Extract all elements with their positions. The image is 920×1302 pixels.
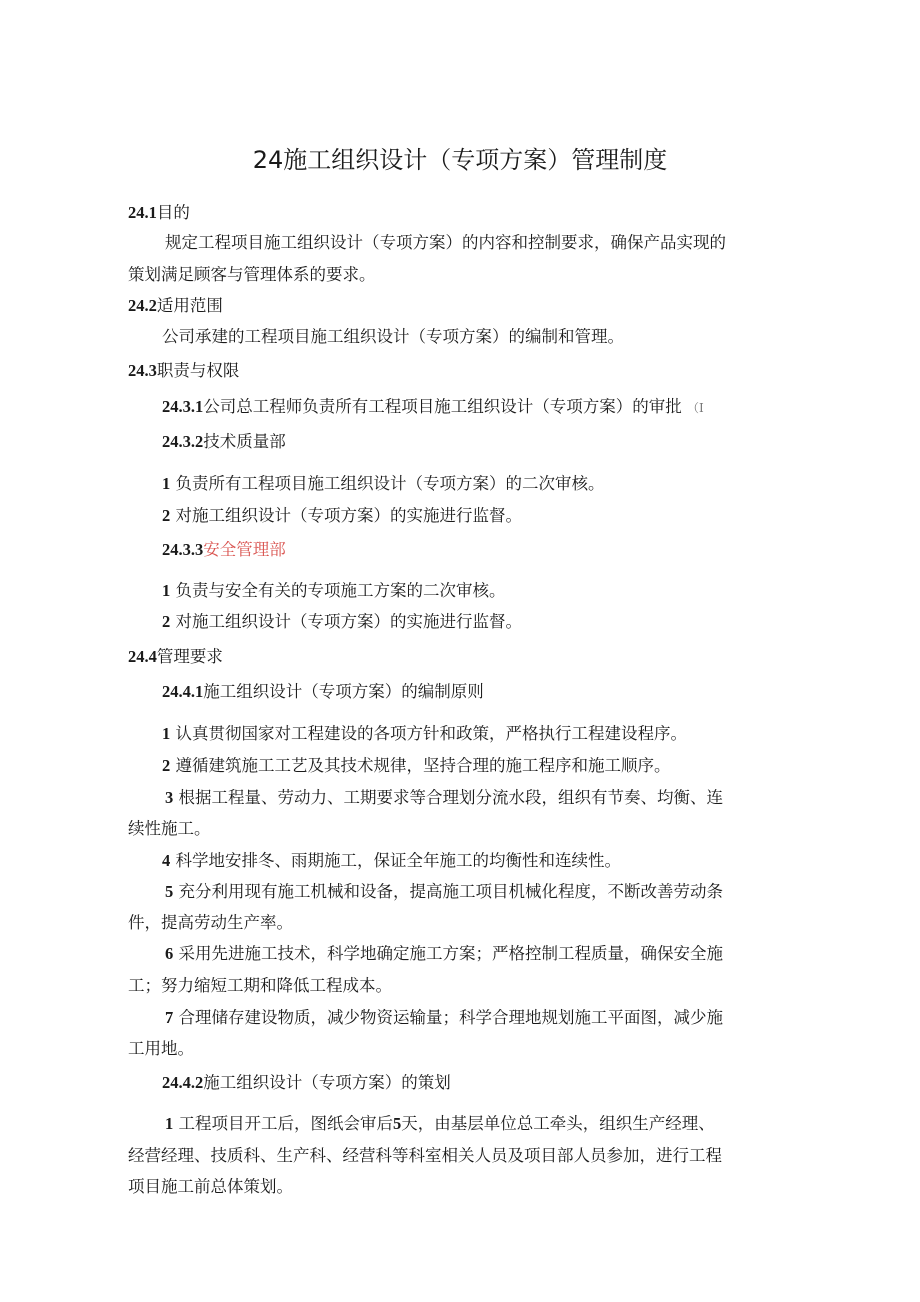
list-item [162, 581, 506, 601]
list-item [162, 612, 522, 632]
subsection-24-4-1 [162, 682, 484, 702]
list-item [162, 506, 522, 526]
subsection-24-4-2 [162, 1073, 451, 1093]
paragraph-line: 工用地。 [128, 1039, 194, 1058]
list-item [165, 944, 723, 964]
paragraph-line: 经营经理、技质科、生产科、经营科等科室相关人员及项目部人员参加，进行工程 [128, 1146, 722, 1165]
section-number: 24.2 [128, 296, 157, 315]
item-text: 充分利用现有施工机械和设备，提高施工项目机械化程度，不断改善劳动条 [178, 882, 723, 901]
subsection-title: 安全管理部 [203, 540, 286, 559]
section-title: 职责与权限 [156, 361, 240, 380]
item-number: 3 [165, 788, 174, 807]
item-number: 5 [165, 882, 174, 901]
paragraph-line: 续性施工。 [128, 819, 211, 838]
subsection-number: 24.4.1 [162, 682, 204, 701]
item-text: 天，由基层单位总工牵头，组织生产经理、 [401, 1114, 715, 1133]
item-text: 对施工组织设计（专项方案）的实施进行监督。 [175, 612, 522, 631]
section-24-1-heading [128, 203, 190, 223]
list-item [162, 474, 605, 494]
subsection-24-3-1 [162, 397, 704, 418]
list-item [165, 1008, 723, 1028]
item-number: 1 [162, 724, 171, 743]
subsection-text: 公司总工程师负责所有工程项目施工组织设计（专项方案）的审批 [203, 397, 682, 416]
item-text: 对施工组织设计（专项方案）的实施进行监督。 [175, 506, 522, 525]
list-item [162, 851, 621, 871]
item-number: 2 [162, 506, 171, 525]
item-number: 6 [165, 944, 174, 963]
section-title: 管理要求 [156, 647, 223, 666]
item-number: 2 [162, 612, 171, 631]
list-item [162, 756, 671, 776]
section-24-3-heading [128, 361, 239, 381]
section-title: 适用范围 [156, 296, 223, 315]
item-text: 采用先进施工技术，科学地确定施工方案；严格控制工程质量，确保安全施 [178, 944, 723, 963]
subsection-title: 技术质量部 [203, 432, 286, 451]
item-text: 科学地安排冬、雨期施工，保证全年施工的均衡性和连续性。 [175, 851, 621, 870]
days-value: 5 [393, 1114, 402, 1133]
paragraph-line: 项目施工前总体策划。 [128, 1177, 293, 1196]
subsection-24-3-2 [162, 432, 286, 452]
item-number: 1 [162, 581, 171, 600]
item-text: 负责与安全有关的专项施工方案的二次审核。 [175, 581, 506, 600]
subsection-title: 施工组织设计（专项方案）的编制原则 [203, 682, 484, 701]
paragraph-line: 公司承建的工程项目施工组织设计（专项方案）的编制和管理。 [162, 327, 624, 346]
item-text: 根据工程量、劳动力、工期要求等合理划分流水段，组织有节奏、均衡、连 [178, 788, 723, 807]
item-text: 遵循建筑施工工艺及其技术规律，坚持合理的施工程序和施工顺序。 [175, 756, 671, 775]
item-number: 2 [162, 756, 171, 775]
subsection-number: 24.4.2 [162, 1073, 204, 1092]
item-text: 负责所有工程项目施工组织设计（专项方案）的二次审核。 [175, 474, 605, 493]
subsection-number: 24.3.1 [162, 397, 204, 416]
subsection-number: 24.3.2 [162, 432, 204, 451]
item-text: 合理储存建设物质，减少物资运输量；科学合理地规划施工平面图，减少施 [178, 1008, 723, 1027]
item-number: 7 [165, 1008, 174, 1027]
section-24-4-heading [128, 647, 223, 667]
section-number: 24.1 [128, 203, 157, 222]
subsection-title: 施工组织设计（专项方案）的策划 [203, 1073, 451, 1092]
item-text: 认真贯彻国家对工程建设的各项方针和政策，严格执行工程建设程序。 [175, 724, 687, 743]
item-number: 1 [162, 474, 171, 493]
section-number: 24.4 [128, 647, 157, 666]
section-title: 目的 [156, 203, 190, 222]
section-number: 24.3 [128, 361, 157, 380]
section-24-2-heading [128, 296, 223, 316]
paragraph-line: 策划满足顾客与管理体系的要求。 [128, 265, 376, 284]
list-item [165, 1114, 715, 1134]
paragraph-line: 件，提高劳动生产率。 [128, 913, 293, 932]
item-number: 1 [165, 1114, 174, 1133]
list-item [162, 724, 687, 744]
item-text: 工程项目开工后，图纸会审后 [178, 1114, 393, 1133]
list-item [165, 882, 723, 902]
subsection-number: 24.3.3 [162, 540, 204, 559]
paragraph-line: 工；努力缩短工期和降低工程成本。 [128, 976, 392, 995]
truncated-text: （I [687, 401, 704, 415]
list-item [165, 788, 723, 808]
page-title: 24施工组织设计（专项方案）管理制度 [252, 146, 668, 174]
subsection-24-3-3 [162, 540, 286, 560]
paragraph-line: 规定工程项目施工组织设计（专项方案）的内容和控制要求，确保产品实现的 [165, 233, 726, 252]
item-number: 4 [162, 851, 171, 870]
